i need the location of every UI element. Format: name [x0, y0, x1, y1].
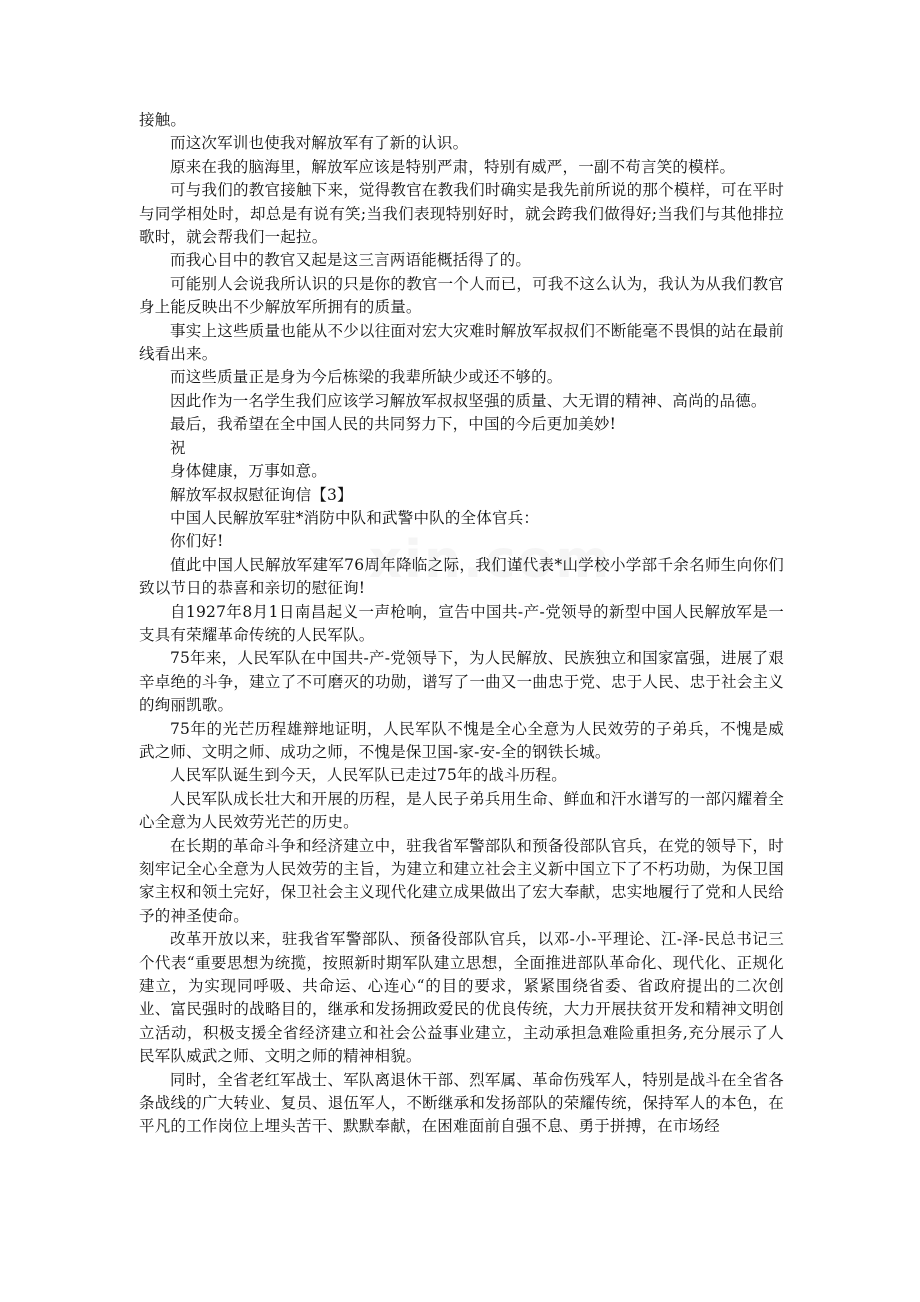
- section-title: 解放军叔叔慰征询信【3】: [170, 485, 353, 504]
- paragraph: 人民军队诞生到今天，人民军队已走过75年的战斗历程。: [170, 766, 567, 785]
- greeting: 你们好!: [170, 532, 224, 551]
- paragraph: 祝: [170, 438, 186, 457]
- salutation: 中国人民解放军驻*消防中队和武警中队的全体官兵：: [170, 508, 540, 527]
- paragraph: 身体健康，万事如意。: [170, 462, 328, 481]
- paragraph: 在长期的革命斗争和经济建立中，驻我省军警部队和预备役部队官兵，在党的领导下，时刻牢记全心全意为人民效劳的主旨，为建立和建立社会主义新中国立下了不朽功勋，为保卫国家主权和领土完好，保卫社会主义现代化建立成果做出了宏大奉献，忠实地履行了党和人民给予的神圣使命。: [139, 836, 784, 925]
- paragraph: 可能别人会说我所认识的只是你的教官一个人而已，可我不这么认为，我认为从我们教官身上能反映出不少解放军所拥有的质量。: [139, 274, 784, 317]
- paragraph: 最后，我希望在全中国人民的共同努力下，中国的今后更加美妙!: [170, 415, 617, 434]
- paragraph: 75年的光芒历程雄辩地证明，人民军队不愧是全心全意为人民效劳的子弟兵，不愧是威武之师、文明之师、成功之师，不愧是保卫国-家-安-全的钢铁长城。: [139, 719, 784, 761]
- paragraph: 自1927年8月1日南昌起义一声枪响，宣告中国共-产-党领导的新型中国人民解放军是一支具有荣耀革命传统的人民军队。: [139, 602, 784, 644]
- paragraph: 因此作为一名学生我们应该学习解放军叔叔坚强的质量、大无谓的精神、高尚的品德。: [170, 391, 767, 410]
- paragraph: 值此中国人民解放军建军76周年降临之际，我们谨代表*山学校小学部千余名师生向你们致以节日的恭喜和亲切的慰征询!: [139, 555, 784, 598]
- paragraph: 改革开放以来，驻我省军警部队、预备役部队官兵，以邓-小-平理论、江-泽-民总书记三个代表“重要思想为统揽，按照新时期军队建立思想，全面推进部队革命化、现代化、正规化建立，为实现同呼吸、共命运、心连心“的目的要求，紧紧围绕省委、省政府提出的二次创业、富民强时的战略目的，继承和发扬拥政爱民的优良传统，大力开展扶贫开发和精神文明创立活动，积极支援全省经济建立和社会公益事业建立，主动承担急难险重担务,充分展示了人民军队威武之师、文明之师的精神相貌。: [139, 930, 784, 1066]
- paragraph: 而这次军训也使我对解放军有了新的认识。: [170, 134, 469, 153]
- paragraph: 而我心目中的教官又起是这三言两语能概括得了的。: [170, 251, 532, 270]
- document-body: [139, 109, 784, 1139]
- paragraph: 接触。: [139, 111, 187, 129]
- paragraph: 人民军队成长壮大和开展的历程，是人民子弟兵用生命、鲜血和汗水谱写的一部闪耀着全心全意为人民效劳光芒的历史。: [139, 789, 784, 832]
- paragraph: 而这些质量正是身为今后栋梁的我辈所缺少或还不够的。: [170, 368, 563, 387]
- paragraph: 同时，全省老红军战士、军队离退休干部、烈军属、革命伤残军人，特别是战斗在全省各条战线的广大转业、复员、退伍军人，不断继承和发扬部队的荣耀传统，保持军人的本色，在平凡的工作岗位上埋头苦干、默默奉献，在困难面前自强不息、勇于拼搏，在市场经: [139, 1070, 784, 1136]
- paragraph: 事实上这些质量也能从不少以往面对宏大灾难时解放军叔叔们不断能毫不畏惧的站在最前线看出来。: [139, 321, 784, 364]
- paragraph: 原来在我的脑海里，解放军应该是特别严肃，特别有威严，一副不苟言笑的模样。: [170, 157, 736, 176]
- paragraph: 75年来，人民军队在中国共-产-党领导下，为人民解放、民族独立和国家富强，进展了艰辛卓绝的斗争，建立了不可磨灭的功勋，谱写了一曲又一曲忠于党、忠于人民、忠于社会主义的绚丽凯歌。: [139, 649, 784, 715]
- paragraph: 可与我们的教官接触下来，觉得教官在教我们时确实是我先前所说的那个模样，可在平时与同学相处时，却总是有说有笑;当我们表现特别好时，就会跨我们做得好;当我们与其他排拉歌时，就会帮我们一起拉。: [139, 181, 784, 247]
